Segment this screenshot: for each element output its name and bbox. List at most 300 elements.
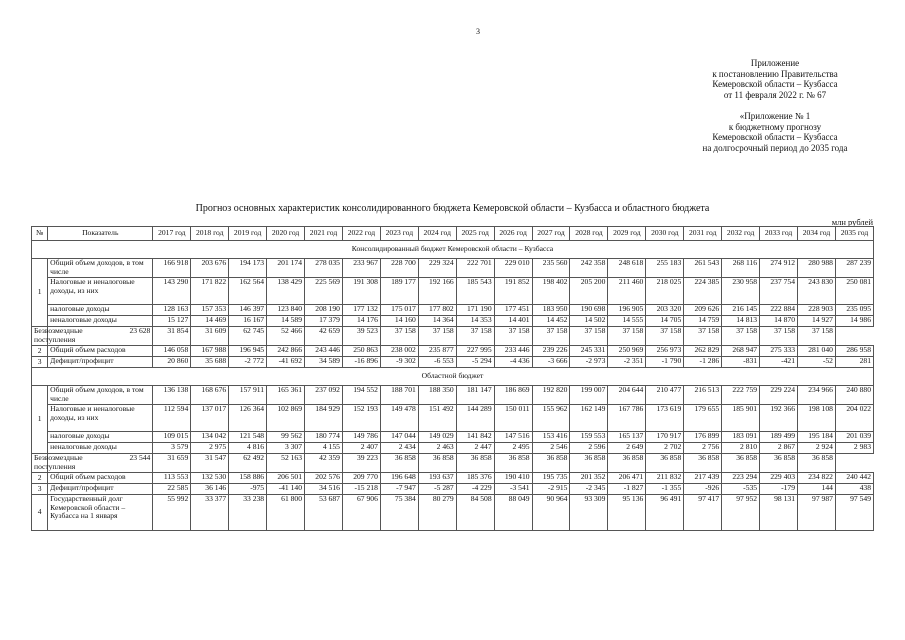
value-cell: 138 429	[267, 278, 305, 305]
value-cell: 157 353	[191, 305, 229, 316]
column-header-year: 2031 год	[684, 227, 722, 241]
header-line: Приложение	[750, 58, 800, 68]
value-cell: 175 017	[380, 305, 418, 316]
value-cell: -7 947	[380, 484, 418, 495]
row-label: Общий объем доходов, в том числе	[48, 386, 153, 405]
row-label: налоговые доходы	[48, 305, 153, 316]
header-line: на долгосрочный период до 2035 года	[702, 142, 848, 153]
value-cell: -421	[760, 357, 798, 368]
value-cell: -41 140	[267, 484, 305, 495]
value-cell: 14 927	[798, 316, 836, 327]
column-header-year: 2035 год	[835, 227, 873, 241]
value-cell: 34 516	[305, 484, 343, 495]
row-label: налоговые доходы	[48, 432, 153, 443]
row-number: 4	[32, 495, 48, 531]
value-cell: 121 548	[229, 432, 267, 443]
row-label: неналоговые доходы	[48, 443, 153, 454]
value-cell: 36 858	[380, 454, 418, 473]
value-cell: 31 609	[191, 327, 229, 346]
value-cell: 137 017	[191, 405, 229, 432]
header-line: к постановлению Правительства	[712, 68, 838, 79]
value-cell: 237 754	[760, 278, 798, 305]
value-cell: -179	[760, 484, 798, 495]
table-row	[32, 473, 874, 484]
column-header-year: 2020 год	[267, 227, 305, 241]
value-cell: -52	[798, 357, 836, 368]
value-cell: 201 352	[570, 473, 608, 484]
value-cell: 39 523	[342, 327, 380, 346]
column-header-year: 2023 год	[380, 227, 418, 241]
value-cell: 61 800	[267, 495, 305, 531]
value-cell: 155 962	[532, 405, 570, 432]
value-cell: 202 576	[305, 473, 343, 484]
column-header-year: 2032 год	[722, 227, 760, 241]
column-header-number: №	[32, 227, 48, 241]
value-cell: 33 238	[229, 495, 267, 531]
appendix-header	[650, 58, 900, 153]
value-cell: 134 042	[191, 432, 229, 443]
value-cell: 278 035	[305, 259, 343, 278]
header-line: Кемеровской области – Кузбасса	[712, 132, 838, 142]
table-row	[32, 432, 874, 443]
value-cell: 222 701	[456, 259, 494, 278]
value-cell: 14 705	[646, 316, 684, 327]
value-cell: 37 158	[608, 327, 646, 346]
value-cell: 195 735	[532, 473, 570, 484]
value-cell: 95 136	[608, 495, 646, 531]
value-cell: 149 786	[342, 432, 380, 443]
value-cell: 36 858	[494, 454, 532, 473]
value-cell: 238 002	[380, 346, 418, 357]
value-cell: 23 544	[48, 454, 153, 473]
value-cell: 228 903	[798, 305, 836, 316]
column-header-year: 2019 год	[229, 227, 267, 241]
value-cell: 243 830	[798, 278, 836, 305]
value-cell: 23 628	[48, 327, 153, 346]
value-cell: 149 478	[380, 405, 418, 432]
value-cell: 195 184	[798, 432, 836, 443]
value-cell: -2 973	[570, 357, 608, 368]
value-cell: 36 858	[646, 454, 684, 473]
column-header-year: 2027 год	[532, 227, 570, 241]
value-cell: 171 190	[456, 305, 494, 316]
value-cell: 2 702	[646, 443, 684, 454]
value-cell: 150 011	[494, 405, 532, 432]
value-cell: 14 160	[380, 316, 418, 327]
value-cell: 17 379	[305, 316, 343, 327]
value-cell: 243 446	[305, 346, 343, 357]
value-cell: 37 158	[798, 327, 836, 346]
value-cell: 4 816	[229, 443, 267, 454]
value-cell: 203 320	[646, 305, 684, 316]
value-cell: 196 945	[229, 346, 267, 357]
value-cell: 250 081	[835, 278, 873, 305]
value-cell: 152 193	[342, 405, 380, 432]
row-number: 2	[32, 473, 48, 484]
value-cell: -16 896	[342, 357, 380, 368]
value-cell: 2 447	[456, 443, 494, 454]
value-cell: 198 402	[532, 278, 570, 305]
value-cell: 157 911	[229, 386, 267, 405]
value-cell: 14 364	[418, 316, 456, 327]
value-cell: 287 239	[835, 259, 873, 278]
value-cell: 192 166	[418, 278, 456, 305]
value-cell: 39 223	[342, 454, 380, 473]
value-cell: 262 829	[684, 346, 722, 357]
value-cell: 229 224	[760, 386, 798, 405]
value-cell: 15 127	[153, 316, 191, 327]
section-title: Консолидированный бюджет Кемеровской области – Кузбасса	[32, 241, 874, 259]
value-cell: 37 158	[418, 327, 456, 346]
value-cell: 201 174	[267, 259, 305, 278]
budget-forecast-table	[31, 226, 874, 531]
value-cell: 37 158	[570, 327, 608, 346]
value-cell: 235 877	[418, 346, 456, 357]
value-cell: 143 290	[153, 278, 191, 305]
value-cell: 206 471	[608, 473, 646, 484]
value-cell: 31 547	[191, 454, 229, 473]
row-label: Налоговые и неналоговые доходы, из них	[48, 405, 153, 432]
value-cell: 286 958	[835, 346, 873, 357]
value-cell: 144 289	[456, 405, 494, 432]
value-cell: 97 549	[835, 495, 873, 531]
value-cell: 112 594	[153, 405, 191, 432]
value-cell: 2 649	[608, 443, 646, 454]
value-cell: 14 589	[267, 316, 305, 327]
value-cell: 132 530	[191, 473, 229, 484]
value-cell: 37 158	[494, 327, 532, 346]
value-cell: 62 745	[229, 327, 267, 346]
value-cell: 128 163	[153, 305, 191, 316]
value-cell: 177 802	[418, 305, 456, 316]
table-row	[32, 405, 874, 432]
value-cell: 190 410	[494, 473, 532, 484]
value-cell: 192 366	[760, 405, 798, 432]
value-cell: 55 992	[153, 495, 191, 531]
document-title: Прогноз основных характеристик консолидированного бюджета Кемеровской области – Кузбасса и областного бюджета	[195, 203, 710, 214]
value-cell: 225 569	[305, 278, 343, 305]
table-row	[32, 305, 874, 316]
value-cell: 14 813	[722, 316, 760, 327]
value-cell: 36 858	[684, 454, 722, 473]
value-cell: 188 350	[418, 386, 456, 405]
value-cell: 280 988	[798, 259, 836, 278]
value-cell: 2 434	[380, 443, 418, 454]
table-row	[32, 454, 874, 473]
value-cell: 153 416	[532, 432, 570, 443]
value-cell: 168 676	[191, 386, 229, 405]
value-cell: 16 167	[229, 316, 267, 327]
value-cell: 250 969	[608, 346, 646, 357]
value-cell: 147 516	[494, 432, 532, 443]
value-cell: 53 687	[305, 495, 343, 531]
value-cell: 229 324	[418, 259, 456, 278]
value-cell: 211 460	[608, 278, 646, 305]
value-cell: 84 508	[456, 495, 494, 531]
value-cell: 36 858	[456, 454, 494, 473]
value-cell: 159 553	[570, 432, 608, 443]
value-cell: 438	[835, 484, 873, 495]
value-cell: 235 095	[835, 305, 873, 316]
value-cell: 167 988	[191, 346, 229, 357]
row-label: Безвозмездные поступления	[32, 327, 48, 346]
value-cell: 177 132	[342, 305, 380, 316]
value-cell: 2 596	[570, 443, 608, 454]
section-row	[32, 241, 874, 259]
value-cell: -4 436	[494, 357, 532, 368]
row-number: 1	[32, 386, 48, 454]
value-cell: 102 869	[267, 405, 305, 432]
column-header-year: 2030 год	[646, 227, 684, 241]
value-cell: 198 108	[798, 405, 836, 432]
value-cell: 96 491	[646, 495, 684, 531]
header-line: к бюджетному прогнозу	[728, 121, 822, 132]
value-cell: 37 158	[684, 327, 722, 346]
value-cell: 14 502	[570, 316, 608, 327]
column-header-year: 2018 год	[191, 227, 229, 241]
value-cell: 183 091	[722, 432, 760, 443]
value-cell: 256 973	[646, 346, 684, 357]
value-cell: 183 950	[532, 305, 570, 316]
value-cell: 193 637	[418, 473, 456, 484]
value-cell: -2 351	[608, 357, 646, 368]
value-cell: 167 786	[608, 405, 646, 432]
table-row	[32, 484, 874, 495]
column-header-year: 2022 год	[342, 227, 380, 241]
value-cell: 36 858	[570, 454, 608, 473]
value-cell: 190 698	[570, 305, 608, 316]
units-label: млн рублей	[831, 217, 873, 227]
value-cell: -926	[684, 484, 722, 495]
value-cell: 14 469	[191, 316, 229, 327]
value-cell: 201 039	[835, 432, 873, 443]
header-line: Кемеровской области – Кузбасса	[712, 79, 838, 89]
value-cell: -1 286	[684, 357, 722, 368]
row-label: Общий объем расходов	[48, 346, 153, 357]
value-cell: 229 403	[760, 473, 798, 484]
value-cell: 223 294	[722, 473, 760, 484]
value-cell: 14 353	[456, 316, 494, 327]
value-cell: -6 553	[418, 357, 456, 368]
column-header-year: 2034 год	[798, 227, 836, 241]
value-cell: 2 495	[494, 443, 532, 454]
row-label: Дефицит/профицит	[48, 484, 153, 495]
value-cell: -2 915	[532, 484, 570, 495]
column-header-year: 2021 год	[305, 227, 343, 241]
value-cell: 192 820	[532, 386, 570, 405]
value-cell: 188 701	[380, 386, 418, 405]
section-title: Областной бюджет	[32, 368, 874, 386]
value-cell: 250 863	[342, 346, 380, 357]
value-cell: 255 183	[646, 259, 684, 278]
value-cell: 37 158	[380, 327, 418, 346]
value-cell: 146 397	[229, 305, 267, 316]
row-number: 3	[32, 357, 48, 368]
value-cell: 185 376	[456, 473, 494, 484]
value-cell: 2 407	[342, 443, 380, 454]
table-row	[32, 346, 874, 357]
value-cell: 14 870	[760, 316, 798, 327]
value-cell: 189 499	[760, 432, 798, 443]
value-cell: 36 858	[798, 454, 836, 473]
value-cell: 205 200	[570, 278, 608, 305]
value-cell: 109 015	[153, 432, 191, 443]
value-cell: 206 501	[267, 473, 305, 484]
row-label: Общий объем расходов	[48, 473, 153, 484]
value-cell: 281 040	[798, 346, 836, 357]
value-cell: 42 659	[305, 327, 343, 346]
value-cell: 42 359	[305, 454, 343, 473]
table-row	[32, 316, 874, 327]
section-row	[32, 368, 874, 386]
value-cell: 171 822	[191, 278, 229, 305]
value-cell: 3 307	[267, 443, 305, 454]
column-header-year: 2026 год	[494, 227, 532, 241]
value-cell: 216 145	[722, 305, 760, 316]
value-cell: 240 442	[835, 473, 873, 484]
row-label: Государственный долг Кемеровской области – Кузбасса на 1 января	[48, 495, 153, 531]
value-cell: 170 917	[646, 432, 684, 443]
value-cell: 199 007	[570, 386, 608, 405]
value-cell: 242 866	[267, 346, 305, 357]
value-cell: 80 279	[418, 495, 456, 531]
value-cell: 274 912	[760, 259, 798, 278]
value-cell: 222 884	[760, 305, 798, 316]
value-cell: 239 226	[532, 346, 570, 357]
header-line: от 11 февраля 2022 г. № 67	[723, 89, 827, 100]
value-cell: 14 176	[342, 316, 380, 327]
value-cell: 229 010	[494, 259, 532, 278]
value-cell: 33 377	[191, 495, 229, 531]
value-cell: 36 858	[418, 454, 456, 473]
value-cell: 191 308	[342, 278, 380, 305]
value-cell: 235 560	[532, 259, 570, 278]
value-cell: 37 158	[760, 327, 798, 346]
value-cell: 52 466	[267, 327, 305, 346]
row-number: 2	[32, 346, 48, 357]
row-number: 1	[32, 259, 48, 327]
value-cell: 245 331	[570, 346, 608, 357]
value-cell: 136 138	[153, 386, 191, 405]
value-cell: 2 463	[418, 443, 456, 454]
value-cell: 14 986	[835, 316, 873, 327]
value-cell: 97 417	[684, 495, 722, 531]
table-row	[32, 327, 874, 346]
value-cell: 275 333	[760, 346, 798, 357]
column-header-indicator: Показатель	[48, 227, 153, 241]
value-cell: 31 854	[153, 327, 191, 346]
value-cell: 36 858	[722, 454, 760, 473]
value-cell: 62 492	[229, 454, 267, 473]
value-cell: 2 924	[798, 443, 836, 454]
value-cell: 194 173	[229, 259, 267, 278]
value-cell: 204 644	[608, 386, 646, 405]
value-cell: 2 975	[191, 443, 229, 454]
value-cell: 14 452	[532, 316, 570, 327]
value-cell: 162 149	[570, 405, 608, 432]
value-cell: 88 049	[494, 495, 532, 531]
column-header-year: 2025 год	[456, 227, 494, 241]
column-header-year: 2024 год	[418, 227, 456, 241]
value-cell: 179 655	[684, 405, 722, 432]
table-row	[32, 357, 874, 368]
value-cell: 217 439	[684, 473, 722, 484]
value-cell: -1 355	[646, 484, 684, 495]
value-cell: 185 543	[456, 278, 494, 305]
table-row	[32, 278, 874, 305]
value-cell: 237 092	[305, 386, 343, 405]
table-row	[32, 443, 874, 454]
value-cell: -975	[229, 484, 267, 495]
column-header-year: 2033 год	[760, 227, 798, 241]
value-cell: 166 918	[153, 259, 191, 278]
value-cell: 2 867	[760, 443, 798, 454]
row-label: Налоговые и неналоговые доходы, из них	[48, 278, 153, 305]
value-cell: 75 384	[380, 495, 418, 531]
value-cell: 234 966	[798, 386, 836, 405]
value-cell: 189 177	[380, 278, 418, 305]
value-cell: -1 790	[646, 357, 684, 368]
value-cell: 146 058	[153, 346, 191, 357]
value-cell: 204 022	[835, 405, 873, 432]
value-cell: 14 555	[608, 316, 646, 327]
value-cell: 242 358	[570, 259, 608, 278]
value-cell: 123 840	[267, 305, 305, 316]
value-cell: 165 137	[608, 432, 646, 443]
value-cell: 141 842	[456, 432, 494, 443]
value-cell: 113 553	[153, 473, 191, 484]
value-cell: -5 294	[456, 357, 494, 368]
value-cell: 162 564	[229, 278, 267, 305]
column-header-year: 2029 год	[608, 227, 646, 241]
value-cell: 176 899	[684, 432, 722, 443]
value-cell: 97 987	[798, 495, 836, 531]
value-cell: 90 964	[532, 495, 570, 531]
value-cell: 233 446	[494, 346, 532, 357]
value-cell: 177 451	[494, 305, 532, 316]
value-cell: 234 822	[798, 473, 836, 484]
value-cell: -2 772	[229, 357, 267, 368]
value-cell: 36 858	[608, 454, 646, 473]
value-cell: 208 190	[305, 305, 343, 316]
value-cell: 216 513	[684, 386, 722, 405]
value-cell: 228 700	[380, 259, 418, 278]
value-cell: 93 309	[570, 495, 608, 531]
value-cell: -41 692	[267, 357, 305, 368]
value-cell: 4 155	[305, 443, 343, 454]
value-cell: 31 659	[153, 454, 191, 473]
value-cell: 211 832	[646, 473, 684, 484]
value-cell: 158 886	[229, 473, 267, 484]
value-cell: -1 827	[608, 484, 646, 495]
value-cell: 2 546	[532, 443, 570, 454]
table-row	[32, 495, 874, 531]
value-cell: 37 158	[532, 327, 570, 346]
value-cell: 99 562	[267, 432, 305, 443]
value-cell: 181 147	[456, 386, 494, 405]
value-cell: 144	[798, 484, 836, 495]
table-row	[32, 259, 874, 278]
value-cell: 268 947	[722, 346, 760, 357]
value-cell: 233 967	[342, 259, 380, 278]
value-cell: 186 869	[494, 386, 532, 405]
row-label: Дефицит/профицит	[48, 357, 153, 368]
table-header-row	[32, 227, 874, 241]
value-cell: 184 929	[305, 405, 343, 432]
value-cell: -9 302	[380, 357, 418, 368]
value-cell: 149 029	[418, 432, 456, 443]
row-label: Общий объем доходов, в том числе	[48, 259, 153, 278]
